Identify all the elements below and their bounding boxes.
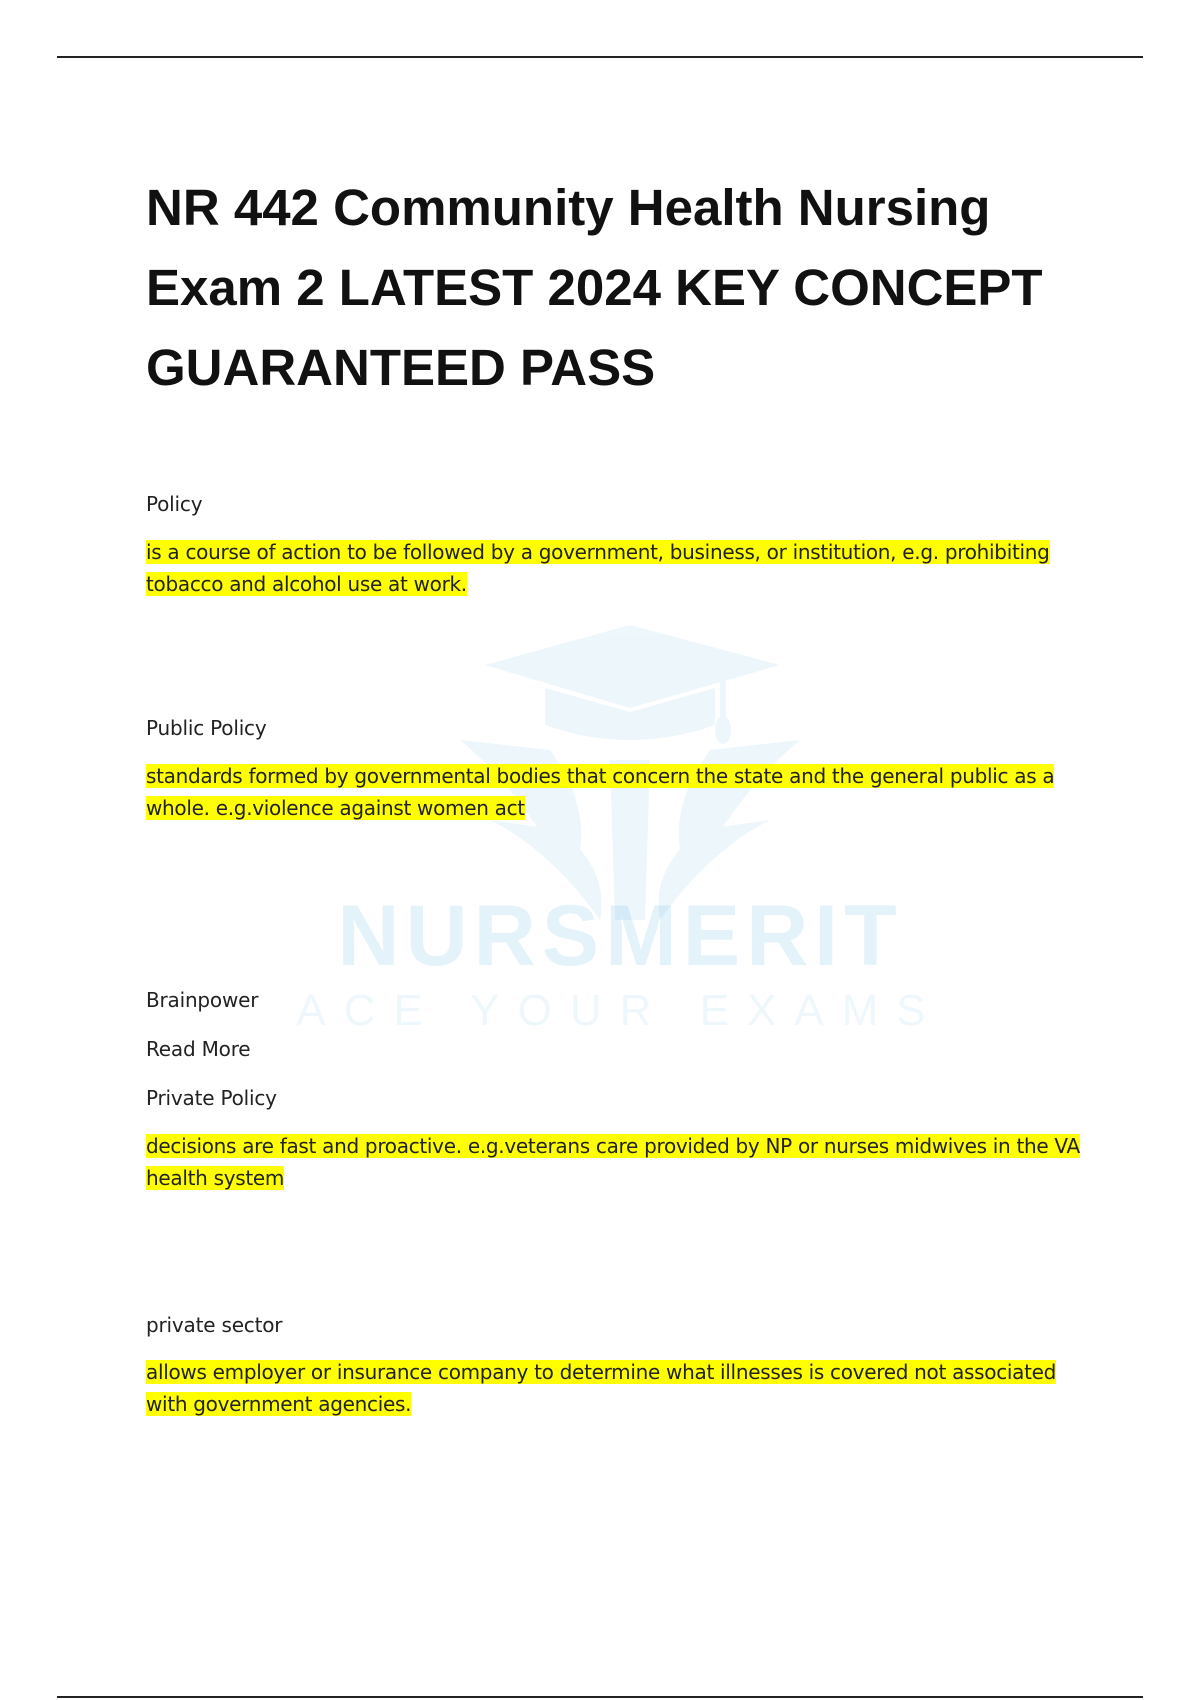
watermark-brand: NURSMERIT bbox=[337, 888, 903, 984]
definition-policy: is a course of action to be followed by a government, business, or institution, e.g. prohibiting tobacco and alcohol use at work. bbox=[146, 540, 1050, 596]
top-rule bbox=[57, 56, 1143, 58]
watermark-tagline: ACE YOUR EXAMS bbox=[296, 986, 944, 1035]
definition-public-policy: standards formed by governmental bodies that concern the state and the general public as a whole. e.g.violence against women act bbox=[146, 764, 1055, 820]
read-more-text: Read More bbox=[146, 1037, 251, 1061]
term-private-sector: private sector bbox=[146, 1313, 283, 1337]
bottom-rule bbox=[57, 1696, 1143, 1698]
definition-private-policy: decisions are fast and proactive. e.g.veterans care provided by NP or nurses midwives in the VA health system bbox=[146, 1134, 1080, 1190]
term-public-policy: Public Policy bbox=[146, 716, 267, 740]
term-brainpower: Brainpower bbox=[146, 988, 259, 1012]
term-private-policy: Private Policy bbox=[146, 1086, 277, 1110]
term-policy: Policy bbox=[146, 492, 203, 516]
document-title: NR 442 Community Health Nursing Exam 2 LATEST 2024 KEY CONCEPT GUARANTEED PASS bbox=[146, 179, 1043, 396]
graduation-cap-logo-icon bbox=[296, 620, 944, 1080]
definition-private-sector: allows employer or insurance company to determine what illnesses is covered not associated with government agencies. bbox=[146, 1360, 1057, 1416]
watermark bbox=[296, 620, 944, 1080]
